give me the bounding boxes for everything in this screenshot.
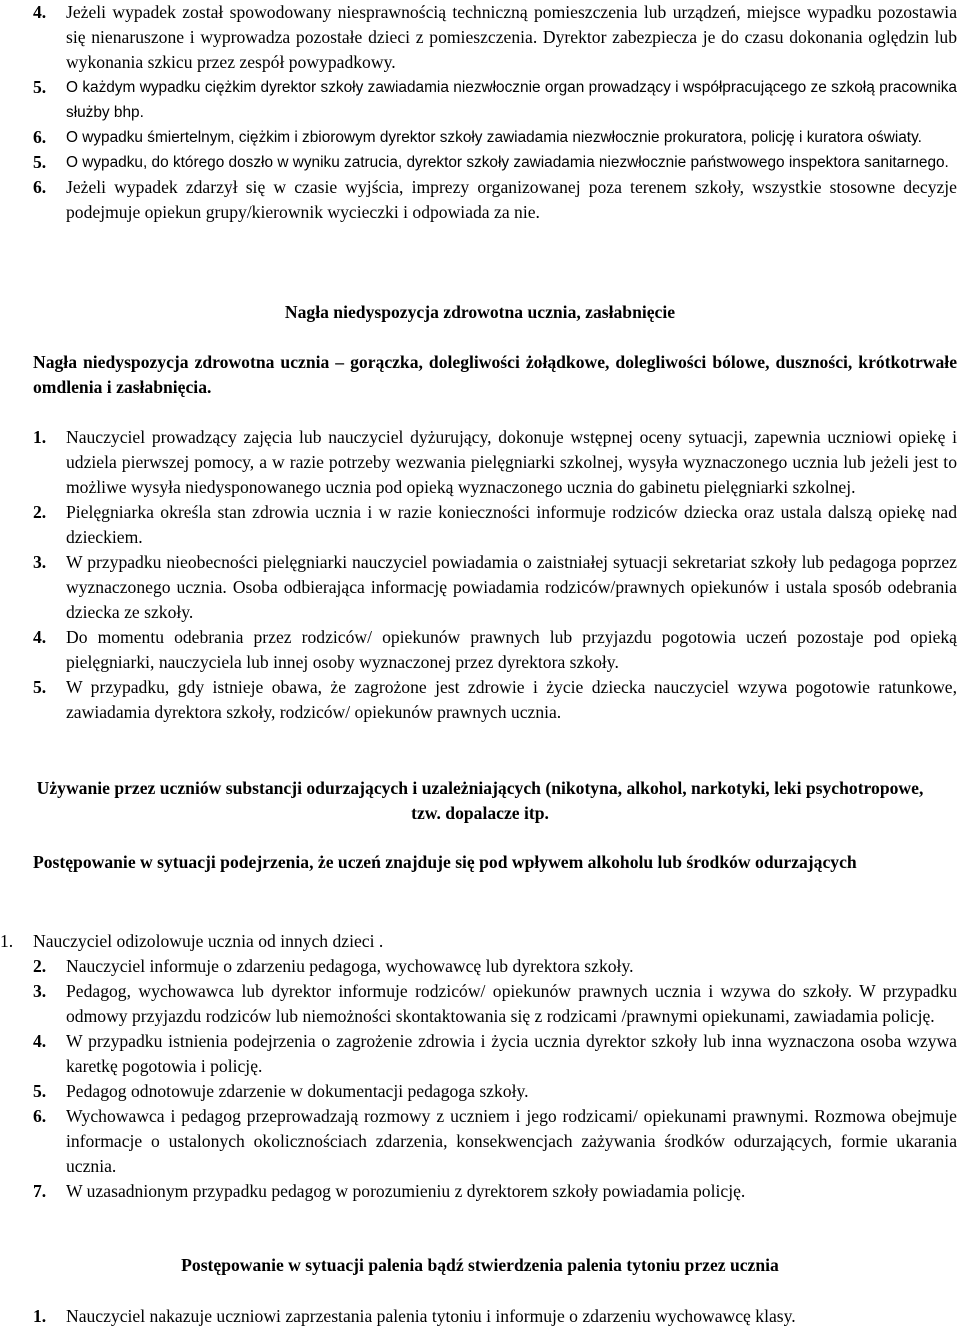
list-item bbox=[0, 500, 960, 550]
item-text: O każdym wypadku ciężkim dyrektor szkoły zawiadamia niezwłocznie organ prowadzący i współpracującego ze szkołą pracownika służby bhp. bbox=[66, 79, 957, 121]
smoking-procedure-list bbox=[0, 1304, 960, 1329]
item-text: Nauczyciel nakazuje uczniowi zaprzestania palenia tytoniu i informuje o zdarzeniu wychowawcę klasy. bbox=[66, 1306, 796, 1326]
item-text: W przypadku nieobecności pielęgniarki nauczyciel powiadamia o zaistniałej sytuacji sekretariat szkoły lub pedagoga poprzez wyznaczonego ucznia. Osoba odbierająca informację powiadamia rodziców/prawnych opiekunów i ustala sposób odebrania dziecka ze szkoły. bbox=[66, 552, 957, 622]
item-text: Pedagog odnotowuje zdarzenie w dokumentacji pedagoga szkoły. bbox=[66, 1081, 529, 1101]
item-text: Wychowawca i pedagog przeprowadzają rozmowy z uczniem i jego rodzicami/ opiekunami prawnymi. Rozmowa obejmuje informacje o ustalonych okolicznościach zdarzenia, konsekwencjach zażywania środków odurzających, formie ukarania ucznia. bbox=[66, 1106, 957, 1176]
section-subtitle-illness: Nagła niedyspozycja zdrowotna ucznia – gorączka, dolegliwości żołądkowe, dolegliwości bólowe, duszności, krótkotrwałe omdlenia i zasłabnięcia. bbox=[33, 352, 957, 397]
list-item bbox=[0, 954, 960, 979]
list-item bbox=[0, 1304, 960, 1329]
item-number: 2. bbox=[33, 956, 47, 976]
item-text: Jeżeli wypadek został spowodowany niesprawnością techniczną pomieszczenia lub urządzeń, miejsce wypadku pozostawia się nienaruszone i wyprowadza pozostałe dzieci z pomieszczenia. Dyrektor zabezpiecza je do czasu dokonania oględzin lub wykonania szkicu przez zespół powypadkowy. bbox=[66, 2, 957, 72]
item-number: 5. bbox=[33, 77, 47, 97]
section-title-illness: Nagła niedyspozycja zdrowotna ucznia, zasłabnięcie bbox=[284, 302, 676, 322]
list-item bbox=[0, 550, 960, 625]
item-number: 3. bbox=[33, 981, 47, 1001]
list-item bbox=[0, 1104, 960, 1179]
list-item bbox=[0, 150, 960, 175]
section-title-substances: Używanie przez uczniów substancji odurzających i uzależniających (nikotyna, alkohol, narkotyki, leki psychotropowe, tzw. dopalacze itp. bbox=[36, 778, 924, 823]
item-text: W uzasadnionym przypadku pedagog w porozumieniu z dyrektorem szkoły powiadamia policję. bbox=[66, 1181, 746, 1201]
item-text: O wypadku śmiertelnym, ciężkim i zbiorowym dyrektor szkoły zawiadamia niezwłocznie prokuratora, policję i kuratora oświaty. bbox=[66, 129, 922, 146]
item-text: O wypadku, do którego doszło w wyniku zatrucia, dyrektor szkoły zawiadamia niezwłocznie państwowego inspektora sanitarnego. bbox=[66, 154, 949, 171]
item-text: Do momentu odebrania przez rodziców/ opiekunów prawnych lub przyjazdu pogotowia uczeń pozostaje pod opieką pielęgniarki, nauczyciela lub innej osoby wyznaczonej przez dyrektora szkoły. bbox=[66, 627, 957, 672]
intoxication-procedure-list bbox=[0, 929, 960, 1204]
section-title-smoking: Postępowanie w sytuacji palenia bądź stwierdzenia palenia tytoniu przez ucznia bbox=[181, 1255, 779, 1275]
item-number: 1. bbox=[33, 1306, 47, 1326]
item-text: Nauczyciel prowadzący zajęcia lub nauczyciel dyżurujący, dokonuje wstępnej oceny sytuacji, zapewnia uczniowi opiekę i udziela pierwszej pomocy, a w razie potrzeby wezwania pielęgniarki szkolnej, wysyła wyznaczonego ucznia lub jeżeli jest to możliwe wysyła niedysponowanego ucznia pod opieką wyznaczonego ucznia do gabinetu pielęgniarki szkolnej. bbox=[66, 427, 957, 497]
item-number: 4. bbox=[33, 627, 47, 647]
item-text: W przypadku, gdy istnieje obawa, że zagrożone jest zdrowie i życie dziecka nauczyciel wzywa pogotowie ratunkowe, zawiadamia dyrektora szkoły, rodziców/ opiekunów prawnych ucznia. bbox=[66, 677, 957, 722]
item-text: W przypadku istnienia podejrzenia o zagrożenie zdrowia i życia ucznia dyrektor szkoły lub inna wyznaczona osoba wzywa karetkę pogotowia i policję. bbox=[66, 1031, 957, 1076]
item-text: Pielęgniarka określa stan zdrowia ucznia i w razie konieczności informuje rodziców dziecka oraz ustala dalszą opiekę nad dzieckiem. bbox=[66, 502, 957, 547]
list-item bbox=[0, 929, 960, 954]
list-item bbox=[0, 1029, 960, 1079]
item-text: Jeżeli wypadek zdarzył się w czasie wyjścia, imprezy organizowanej poza terenem szkoły, wszystkie stosowne decyzje podejmuje opiekun grupy/kierownik wycieczki i odpowiada za nie. bbox=[66, 177, 957, 222]
section-subtitle-intoxication: Postępowanie w sytuacji podejrzenia, że uczeń znajduje się pod wpływem alkoholu lub środków odurzających bbox=[33, 852, 857, 872]
item-number: 6. bbox=[33, 127, 47, 147]
list-item bbox=[0, 0, 960, 75]
item-number: 1. bbox=[0, 931, 14, 951]
list-item bbox=[0, 125, 960, 150]
item-text: Nauczyciel odizolowuje ucznia od innych dzieci . bbox=[33, 931, 384, 951]
list-item bbox=[0, 1179, 960, 1204]
item-number: 7. bbox=[33, 1181, 47, 1201]
item-number: 5. bbox=[33, 1081, 47, 1101]
list-item bbox=[0, 625, 960, 675]
list-item bbox=[0, 425, 960, 500]
list-item bbox=[0, 75, 960, 125]
item-number: 5. bbox=[33, 677, 47, 697]
item-text: Pedagog, wychowawca lub dyrektor informuje rodziców/ opiekunów prawnych ucznia i wzywa do szkoły. W przypadku odmowy przyjazdu rodziców lub niemożności skontaktowania się z rodzicami /prawnymi opiekunami, zawiadamia policję. bbox=[66, 981, 957, 1026]
list-item bbox=[0, 979, 960, 1029]
item-number: 1. bbox=[33, 427, 47, 447]
item-number: 2. bbox=[33, 502, 47, 522]
list-item bbox=[0, 175, 960, 225]
item-number: 5. bbox=[33, 152, 47, 172]
list-item bbox=[0, 1079, 960, 1104]
accident-procedure-list bbox=[0, 0, 960, 225]
item-number: 3. bbox=[33, 552, 47, 572]
item-number: 4. bbox=[33, 2, 47, 22]
item-number: 6. bbox=[33, 177, 47, 197]
item-number: 6. bbox=[33, 1106, 47, 1126]
item-text: Nauczyciel informuje o zdarzeniu pedagoga, wychowawcę lub dyrektora szkoły. bbox=[66, 956, 634, 976]
item-number: 4. bbox=[33, 1031, 47, 1051]
illness-procedure-list bbox=[0, 425, 960, 725]
list-item bbox=[0, 675, 960, 725]
